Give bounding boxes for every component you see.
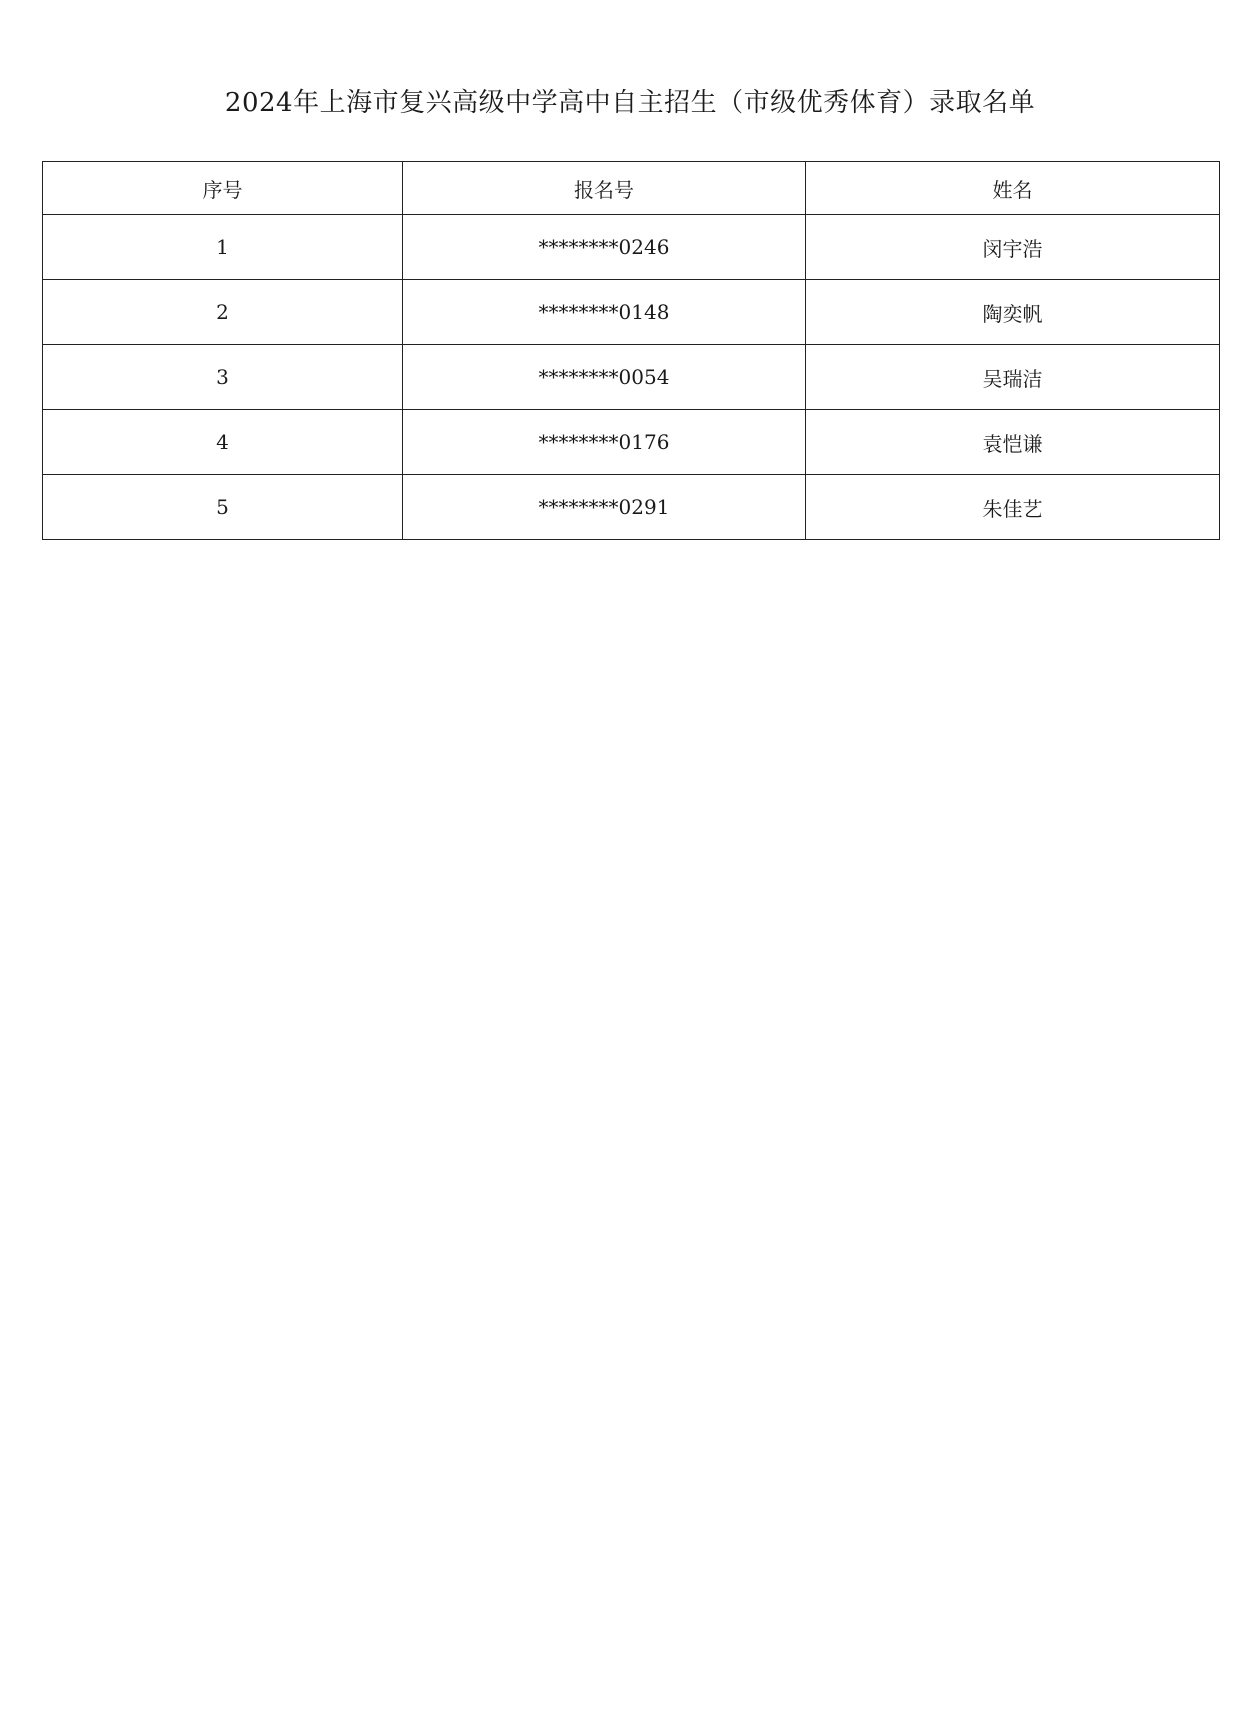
document-title: 2024年上海市复兴高级中学高中自主招生（市级优秀体育）录取名单	[224, 88, 1036, 118]
header-index: 序号	[43, 162, 403, 215]
cell-name: 吴瑞洁	[806, 345, 1220, 410]
cell-registration-number: ********0148	[403, 280, 806, 345]
admission-table	[42, 161, 1220, 540]
cell-index: 2	[43, 280, 403, 345]
cell-registration-number: ********0054	[403, 345, 806, 410]
table-header-row	[43, 162, 1220, 215]
cell-registration-number: ********0176	[403, 410, 806, 475]
table-row	[43, 345, 1220, 410]
cell-registration-number: ********0291	[403, 475, 806, 540]
cell-registration-number: ********0246	[403, 215, 806, 280]
header-registration-number: 报名号	[403, 162, 806, 215]
table-row	[43, 215, 1220, 280]
table-row	[43, 410, 1220, 475]
cell-index: 5	[43, 475, 403, 540]
cell-index: 3	[43, 345, 403, 410]
cell-name: 陶奕帆	[806, 280, 1220, 345]
header-name: 姓名	[806, 162, 1220, 215]
cell-name: 袁恺谦	[806, 410, 1220, 475]
table-row	[43, 280, 1220, 345]
table-row	[43, 475, 1220, 540]
cell-name: 朱佳艺	[806, 475, 1220, 540]
cell-index: 4	[43, 410, 403, 475]
cell-name: 闵宇浩	[806, 215, 1220, 280]
cell-index: 1	[43, 215, 403, 280]
